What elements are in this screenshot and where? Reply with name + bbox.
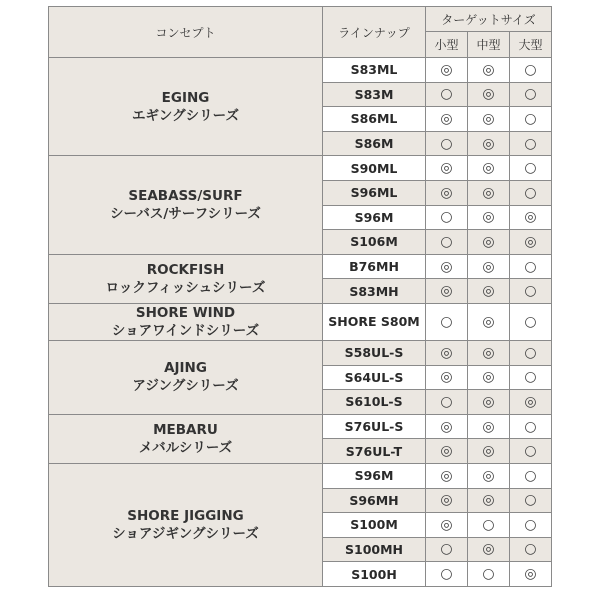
rating-small: ◎ xyxy=(426,439,468,464)
series-name-en: EGING xyxy=(161,89,210,106)
series-name-ja: メバルシリーズ xyxy=(138,439,233,456)
rating-medium: ◎ xyxy=(468,303,510,340)
rating-medium: ◎ xyxy=(468,279,510,304)
model-cell: B76MH xyxy=(323,254,426,279)
lineup-header: ラインナップ xyxy=(323,7,426,58)
rating-large: ○ xyxy=(510,303,552,340)
rating-small: ○ xyxy=(426,82,468,107)
rating-medium: ◎ xyxy=(468,107,510,132)
rating-large: ○ xyxy=(510,180,552,205)
table-row xyxy=(49,58,552,83)
rating-large: ○ xyxy=(510,82,552,107)
rating-large: ○ xyxy=(510,107,552,132)
series-name-ja: ショアワインドシリーズ xyxy=(111,322,260,339)
rating-large: ◎ xyxy=(510,230,552,255)
rating-large: ○ xyxy=(510,340,552,365)
model-cell: S610L-S xyxy=(323,390,426,415)
concept-cell xyxy=(49,303,323,340)
model-cell: S76UL-T xyxy=(323,439,426,464)
rating-small: ○ xyxy=(426,562,468,587)
rating-small: ○ xyxy=(426,205,468,230)
rating-small: ◎ xyxy=(426,279,468,304)
series-name-ja: エギングシリーズ xyxy=(132,107,239,124)
rating-large: ○ xyxy=(510,513,552,538)
model-cell: S96ML xyxy=(323,180,426,205)
rating-medium: ◎ xyxy=(468,230,510,255)
rating-medium: ◎ xyxy=(468,365,510,390)
rating-medium: ◎ xyxy=(468,82,510,107)
model-cell: S76UL-S xyxy=(323,414,426,439)
rating-medium: ◎ xyxy=(468,340,510,365)
series-name-ja: シーバス/サーフシリーズ xyxy=(110,206,261,223)
rating-small: ◎ xyxy=(426,58,468,83)
rating-large: ○ xyxy=(510,463,552,488)
concept-cell xyxy=(49,58,323,156)
model-cell: S83M xyxy=(323,82,426,107)
rating-small: ◎ xyxy=(426,107,468,132)
series-name-ja: ショアジギングシリーズ xyxy=(112,525,259,542)
rating-large: ○ xyxy=(510,439,552,464)
model-cell: S86ML xyxy=(323,107,426,132)
rating-large: ○ xyxy=(510,365,552,390)
rating-large: ○ xyxy=(510,414,552,439)
series-name-ja: アジングシリーズ xyxy=(132,378,239,395)
size-header-large: 大型 xyxy=(510,32,552,58)
rating-small: ◎ xyxy=(426,414,468,439)
table-row xyxy=(49,340,552,365)
rating-large: ○ xyxy=(510,537,552,562)
rating-small: ◎ xyxy=(426,254,468,279)
series-name-en: MEBARU xyxy=(153,421,218,438)
table-body xyxy=(49,58,552,587)
rating-medium: ◎ xyxy=(468,537,510,562)
rating-medium: ◎ xyxy=(468,180,510,205)
rating-medium: ◎ xyxy=(468,390,510,415)
concept-cell xyxy=(49,254,323,303)
model-cell: S58UL-S xyxy=(323,340,426,365)
model-cell: S106M xyxy=(323,230,426,255)
model-cell: S64UL-S xyxy=(323,365,426,390)
rating-large: ○ xyxy=(510,131,552,156)
series-name-en: ROCKFISH xyxy=(146,261,225,278)
model-cell: S100M xyxy=(323,513,426,538)
series-name-en: SEABASS/SURF xyxy=(128,188,243,205)
model-cell: S86M xyxy=(323,131,426,156)
rating-small: ○ xyxy=(426,537,468,562)
rating-small: ◎ xyxy=(426,488,468,513)
table-row xyxy=(49,156,552,181)
concept-cell xyxy=(49,340,323,414)
rating-large: ◎ xyxy=(510,562,552,587)
rating-small: ◎ xyxy=(426,463,468,488)
size-header-medium: 中型 xyxy=(468,32,510,58)
model-cell: SHORE S80M xyxy=(323,303,426,340)
rating-medium: ◎ xyxy=(468,254,510,279)
rating-large: ○ xyxy=(510,254,552,279)
rating-medium: ◎ xyxy=(468,439,510,464)
series-name-en: SHORE JIGGING xyxy=(127,507,244,524)
rating-large: ○ xyxy=(510,279,552,304)
rating-medium: ◎ xyxy=(468,58,510,83)
model-cell: S83MH xyxy=(323,279,426,304)
table-row xyxy=(49,254,552,279)
concept-cell xyxy=(49,414,323,463)
rating-large: ○ xyxy=(510,156,552,181)
target-size-header: ターゲットサイズ xyxy=(426,7,552,32)
concept-cell xyxy=(49,463,323,586)
table-header xyxy=(49,7,552,58)
rating-medium: ○ xyxy=(468,513,510,538)
rating-medium: ◎ xyxy=(468,463,510,488)
concept-header: コンセプト xyxy=(49,7,323,58)
model-cell: S100MH xyxy=(323,537,426,562)
rating-medium: ◎ xyxy=(468,488,510,513)
concept-cell xyxy=(49,156,323,254)
rating-small: ○ xyxy=(426,230,468,255)
rating-medium: ◎ xyxy=(468,156,510,181)
rating-large: ◎ xyxy=(510,390,552,415)
rating-small: ◎ xyxy=(426,156,468,181)
rating-small: ○ xyxy=(426,390,468,415)
rating-small: ◎ xyxy=(426,180,468,205)
series-name-ja: ロックフィッシュシリーズ xyxy=(105,279,266,296)
lineup-table xyxy=(48,6,552,587)
rating-large: ○ xyxy=(510,488,552,513)
model-cell: S90ML xyxy=(323,156,426,181)
size-header-small: 小型 xyxy=(426,32,468,58)
model-cell: S96M xyxy=(323,205,426,230)
rating-small: ◎ xyxy=(426,513,468,538)
table-row xyxy=(49,414,552,439)
rating-medium: ◎ xyxy=(468,205,510,230)
model-cell: S100H xyxy=(323,562,426,587)
rating-medium: ◎ xyxy=(468,414,510,439)
rating-medium: ○ xyxy=(468,562,510,587)
table-row xyxy=(49,463,552,488)
rating-small: ◎ xyxy=(426,340,468,365)
rating-large: ◎ xyxy=(510,205,552,230)
rating-large: ○ xyxy=(510,58,552,83)
series-name-en: SHORE WIND xyxy=(135,304,236,321)
rating-small: ◎ xyxy=(426,365,468,390)
model-cell: S83ML xyxy=(323,58,426,83)
model-cell: S96MH xyxy=(323,488,426,513)
rating-small: ○ xyxy=(426,131,468,156)
rating-small: ○ xyxy=(426,303,468,340)
model-cell: S96M xyxy=(323,463,426,488)
rating-medium: ◎ xyxy=(468,131,510,156)
series-name-en: AJING xyxy=(164,360,207,377)
table-row xyxy=(49,303,552,340)
